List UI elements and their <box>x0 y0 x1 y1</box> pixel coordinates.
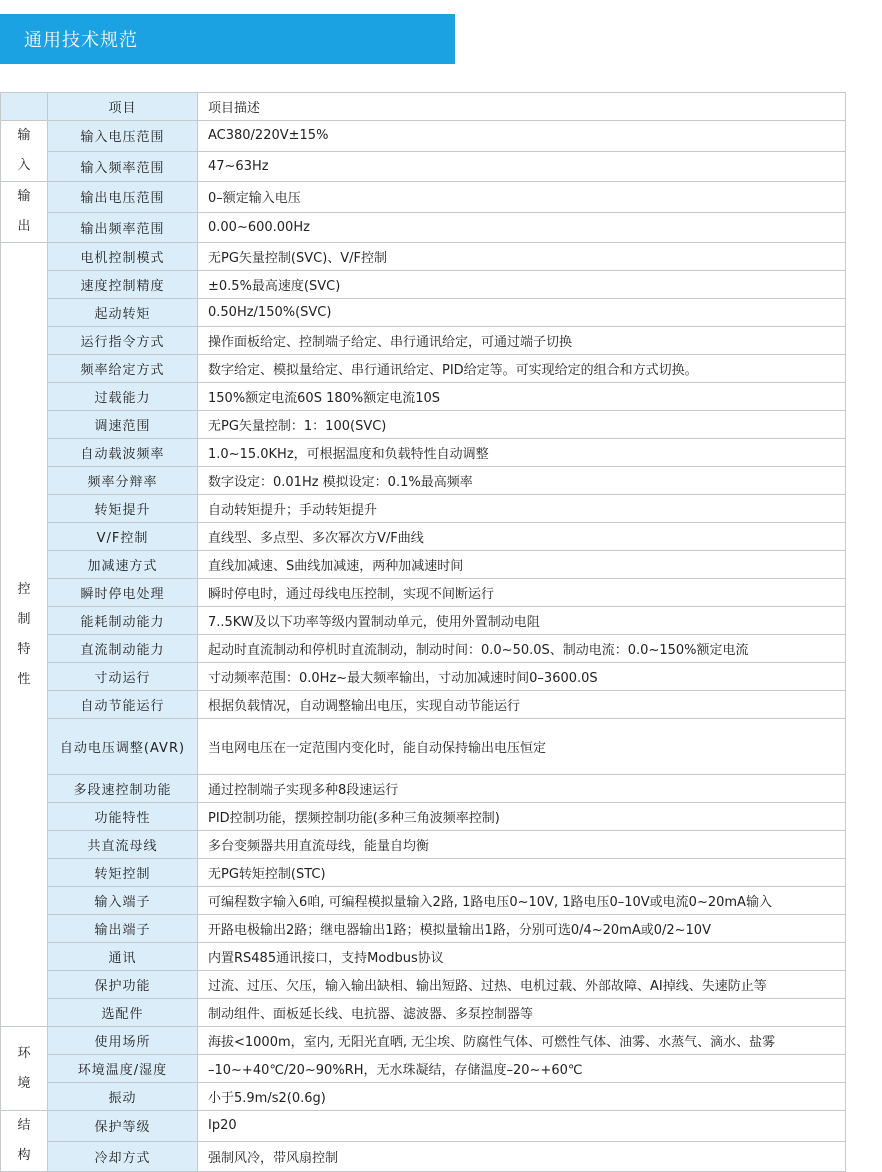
group-environment: 环 境 <box>1 1027 48 1111</box>
table-row <box>1 243 846 271</box>
row-item: 环境温度/湿度 <box>48 1055 198 1083</box>
table-row <box>1 299 846 327</box>
table-row <box>1 663 846 691</box>
row-desc: 根据负载情况，自动调整输出电压，实现自动节能运行 <box>198 691 846 719</box>
row-item: 直流制动能力 <box>48 635 198 663</box>
table-row <box>1 719 846 775</box>
row-desc: 自动转矩提升；手动转矩提升 <box>198 495 846 523</box>
table-row <box>1 151 846 182</box>
row-item: 寸动运行 <box>48 663 198 691</box>
table-row <box>1 439 846 467</box>
row-item: 输入频率范围 <box>48 151 198 182</box>
table-row <box>1 1027 846 1055</box>
table-row <box>1 999 846 1027</box>
row-item: 共直流母线 <box>48 831 198 859</box>
table-row <box>1 411 846 439</box>
group-output: 输 出 <box>1 182 48 243</box>
row-desc: 海拔<1000m，室内, 无阳光直晒, 无尘埃、防腐性气体、可燃性气体、油雾、水蒸气、滴水、盐雾 <box>198 1027 846 1055</box>
table-row <box>1 355 846 383</box>
table-row <box>1 971 846 999</box>
row-item: 电机控制模式 <box>48 243 198 271</box>
header-desc: 项目描述 <box>198 93 846 121</box>
row-desc: 多台变频器共用直流母线，能量自均衡 <box>198 831 846 859</box>
row-item: 能耗制动能力 <box>48 607 198 635</box>
row-desc: AC380/220V±15% <box>198 121 846 152</box>
row-desc: 数字给定、模拟量给定、串行通讯给定、PID给定等。可实现给定的组合和方式切换。 <box>198 355 846 383</box>
row-desc: 数字设定：0.01Hz 模拟设定：0.1%最高频率 <box>198 467 846 495</box>
row-desc: 内置RS485通讯接口，支持Modbus协议 <box>198 943 846 971</box>
table-row <box>1 523 846 551</box>
row-desc: 直线加减速、S曲线加减速，两种加减速时间 <box>198 551 846 579</box>
table-row <box>1 635 846 663</box>
row-desc: 0.50Hz/150%(SVC) <box>198 299 846 327</box>
row-desc: 可编程数字输入6咱, 可编程模拟量输入2路, 1路电压0~10V, 1路电压0–10V或电流0~20mA输入 <box>198 887 846 915</box>
row-desc: 起动时直流制动和停机时直流制动，制动时间：0.0~50.0S、制动电流：0.0~150%额定电流 <box>198 635 846 663</box>
row-item: 冷却方式 <box>48 1141 198 1172</box>
row-desc: 当电网电压在一定范围内变化时，能自动保持输出电压恒定 <box>198 719 846 775</box>
row-item: 输出频率范围 <box>48 212 198 243</box>
row-item: 输入电压范围 <box>48 121 198 152</box>
row-desc: 过流、过压、欠压，输入输出缺相、输出短路、过热、电机过载、外部故障、AI掉线、失速防止等 <box>198 971 846 999</box>
table-row <box>1 467 846 495</box>
row-item: 选配件 <box>48 999 198 1027</box>
row-desc: 无PG矢量控制：1：100(SVC) <box>198 411 846 439</box>
table-row <box>1 121 846 152</box>
section-title: 通用技术规范 <box>0 14 455 64</box>
row-desc: 150%额定电流60S 180%额定电流10S <box>198 383 846 411</box>
header-corner <box>1 93 48 121</box>
row-item: 转矩提升 <box>48 495 198 523</box>
row-item: 通讯 <box>48 943 198 971</box>
table-row <box>1 803 846 831</box>
row-desc: 0–额定输入电压 <box>198 182 846 213</box>
table-row <box>1 182 846 213</box>
row-desc: 瞬时停电时，通过母线电压控制，实现不间断运行 <box>198 579 846 607</box>
row-item: 功能特性 <box>48 803 198 831</box>
row-item: 保护等级 <box>48 1111 198 1142</box>
row-item: 过载能力 <box>48 383 198 411</box>
table-row <box>1 915 846 943</box>
row-desc: 制动组件、面板延长线、电抗器、滤波器、多泵控制器等 <box>198 999 846 1027</box>
row-item: 多段速控制功能 <box>48 775 198 803</box>
row-desc: 通过控制端子实现多种8段速运行 <box>198 775 846 803</box>
row-desc: –10~+40℃/20~90%RH，无水珠凝结，存储温度–20~+60℃ <box>198 1055 846 1083</box>
row-item: 输出端子 <box>48 915 198 943</box>
row-item: 加减速方式 <box>48 551 198 579</box>
table-row <box>1 212 846 243</box>
row-item: 瞬时停电处理 <box>48 579 198 607</box>
row-item: 调速范围 <box>48 411 198 439</box>
row-desc: Ip20 <box>198 1111 846 1142</box>
row-item: 频率分辩率 <box>48 467 198 495</box>
row-item: 自动载波频率 <box>48 439 198 467</box>
row-item: 输入端子 <box>48 887 198 915</box>
row-desc: 无PG矢量控制(SVC)、V/F控制 <box>198 243 846 271</box>
row-desc: PID控制功能，摆频控制功能(多种三角波频率控制) <box>198 803 846 831</box>
row-desc: 小于5.9m/s2(0.6g) <box>198 1083 846 1111</box>
row-desc: 操作面板给定、控制端子给定、串行通讯给定，可通过端子切换 <box>198 327 846 355</box>
table-row <box>1 271 846 299</box>
row-desc: 7..5KW及以下功率等级内置制动单元，使用外置制动电阻 <box>198 607 846 635</box>
row-desc: 强制风冷，带风扇控制 <box>198 1141 846 1172</box>
table-header-row <box>1 93 846 121</box>
row-desc: 无PG转矩控制(STC) <box>198 859 846 887</box>
table-row <box>1 1111 846 1142</box>
group-structure: 结 构 <box>1 1111 48 1172</box>
table-row <box>1 859 846 887</box>
group-control: 控 制 特 性 <box>1 243 48 1027</box>
table-row <box>1 607 846 635</box>
row-item: 保护功能 <box>48 971 198 999</box>
row-item: 使用场所 <box>48 1027 198 1055</box>
table-row <box>1 579 846 607</box>
table-row <box>1 775 846 803</box>
table-row <box>1 1055 846 1083</box>
table-row <box>1 551 846 579</box>
row-item: 速度控制精度 <box>48 271 198 299</box>
table-row <box>1 1141 846 1172</box>
row-item: 频率给定方式 <box>48 355 198 383</box>
row-desc: 1.0~15.0KHz，可根据温度和负载特性自动调整 <box>198 439 846 467</box>
row-item: 自动节能运行 <box>48 691 198 719</box>
row-item: 输出电压范围 <box>48 182 198 213</box>
table-row <box>1 943 846 971</box>
table-row <box>1 327 846 355</box>
row-item: 自动电压调整(AVR) <box>48 719 198 775</box>
row-item: 起动转矩 <box>48 299 198 327</box>
row-desc: 寸动频率范围：0.0Hz~最大频率输出，寸动加减速时间0–3600.0S <box>198 663 846 691</box>
spec-table <box>0 92 846 1172</box>
table-row <box>1 383 846 411</box>
row-desc: 直线型、多点型、多次幂次方V/F曲线 <box>198 523 846 551</box>
row-desc: 开路电极输出2路；继电器输出1路；模拟量输出1路，分别可选0/4~20mA或0/2~10V <box>198 915 846 943</box>
row-item: 转矩控制 <box>48 859 198 887</box>
table-row <box>1 495 846 523</box>
row-item: 振动 <box>48 1083 198 1111</box>
row-item: 运行指令方式 <box>48 327 198 355</box>
table-row <box>1 831 846 859</box>
table-row <box>1 1083 846 1111</box>
table-row <box>1 691 846 719</box>
row-desc: 0.00~600.00Hz <box>198 212 846 243</box>
row-desc: ±0.5%最高速度(SVC) <box>198 271 846 299</box>
header-item: 项目 <box>48 93 198 121</box>
group-input: 输 入 <box>1 121 48 182</box>
row-desc: 47~63Hz <box>198 151 846 182</box>
table-row <box>1 887 846 915</box>
row-item: V/F控制 <box>48 523 198 551</box>
